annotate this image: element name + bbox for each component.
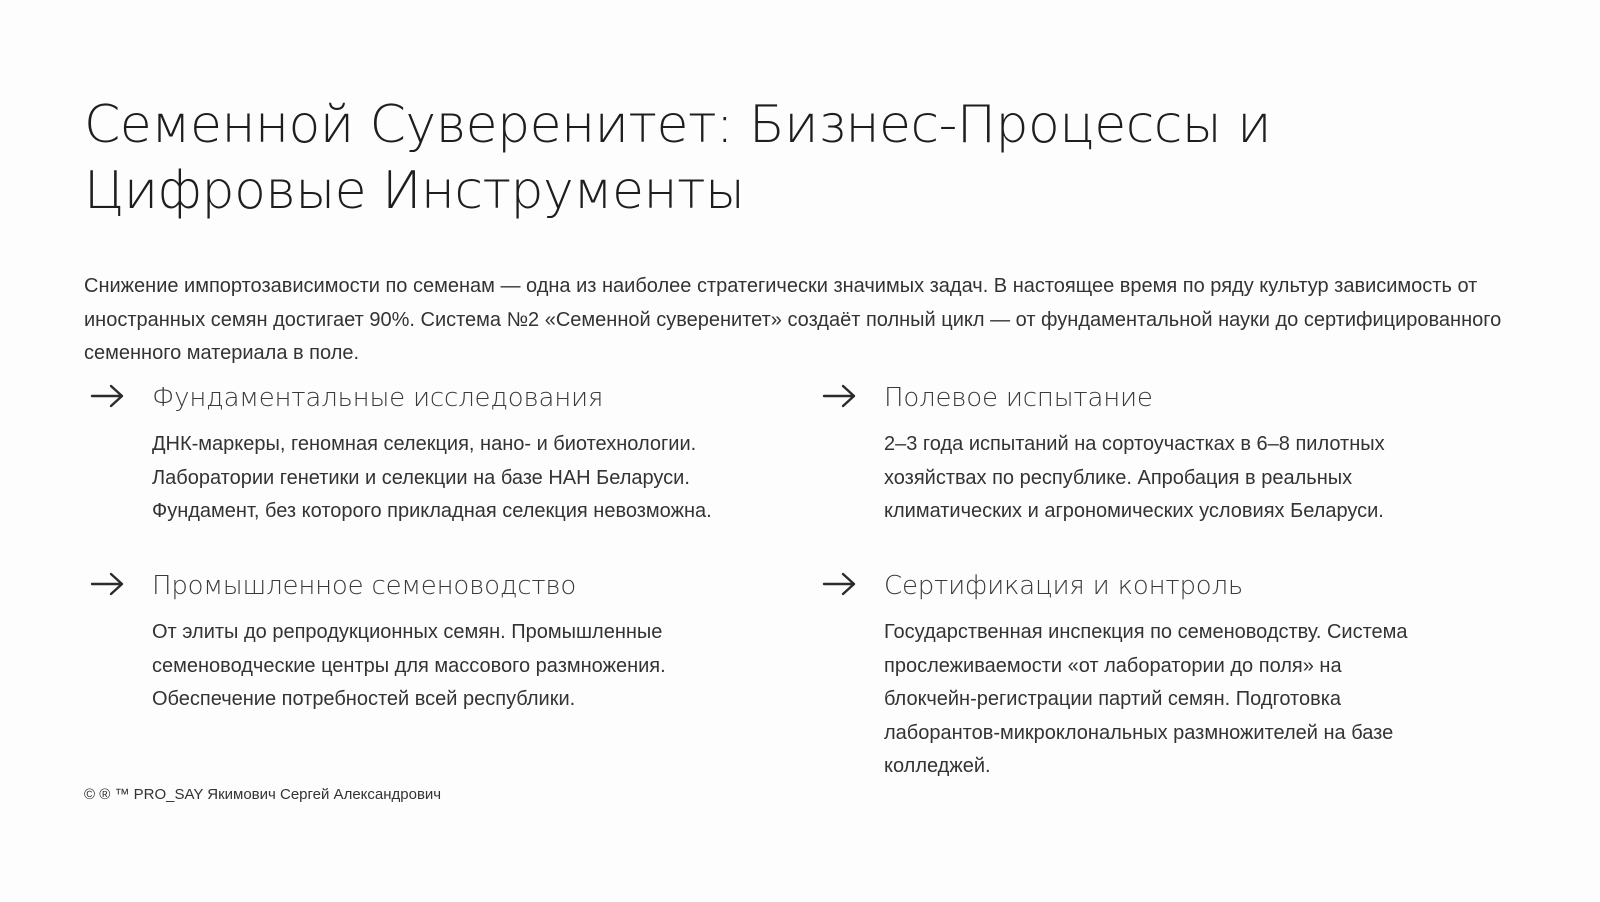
card-fundamental-research [84, 382, 744, 529]
card-field-testing [816, 382, 1426, 529]
card-text: 2–3 года испытаний на сортоучастках в 6–8 пилотных хозяйствах по республике. Апробация в реальных климатических и агрономических условиях Беларуси. [884, 433, 1385, 522]
card-title: Фундаментальные исследования [152, 383, 604, 413]
page-title: Семенной Суверенитет: Бизнес-Процессы и Цифровые Инструменты [84, 95, 1271, 221]
card-title: Полевое испытание [884, 383, 1153, 413]
arrow-right-icon [822, 572, 858, 596]
card-title: Сертификация и контроль [884, 571, 1243, 601]
arrow-right-icon [90, 572, 126, 596]
card-title: Промышленное семеноводство [152, 571, 577, 601]
slide [84, 92, 1516, 777]
arrow-right-icon [90, 384, 126, 408]
copyright-footer: © ® ™ PRO_SAY Якимович Сергей Александрович [84, 786, 442, 803]
arrow-right-icon [822, 384, 858, 408]
card-text: ДНК-маркеры, геномная селекция, нано- и биотехнологии. Лаборатории генетики и селекции на базе НАН Беларуси. Фундамент, без которого прикладная селекция невозможна. [152, 433, 712, 522]
card-certification-control [816, 570, 1426, 784]
intro-paragraph: Снижение импортозависимости по семенам — одна из наиболее стратегически значимых задач. В настоящее время по ряду культур зависимость от иностранных семян достигает 90%. Система №2 «Семенной суверенитет» создаёт полный цикл — от фундаментальной науки до сертифицированного семенного материала в поле. [84, 275, 1502, 364]
card-text: От элиты до репродукционных семян. Промышленные семеноводческие центры для массового размножения. Обеспечение потребностей всей республики. [152, 621, 666, 710]
card-text: Государственная инспекция по семеноводству. Система прослеживаемости «от лаборатории до поля» на блокчейн-регистрации партий семян. Подготовка лаборантов-микроклональных размножителей на базе колледжей. [884, 621, 1408, 777]
card-industrial-seed-production [84, 570, 744, 717]
